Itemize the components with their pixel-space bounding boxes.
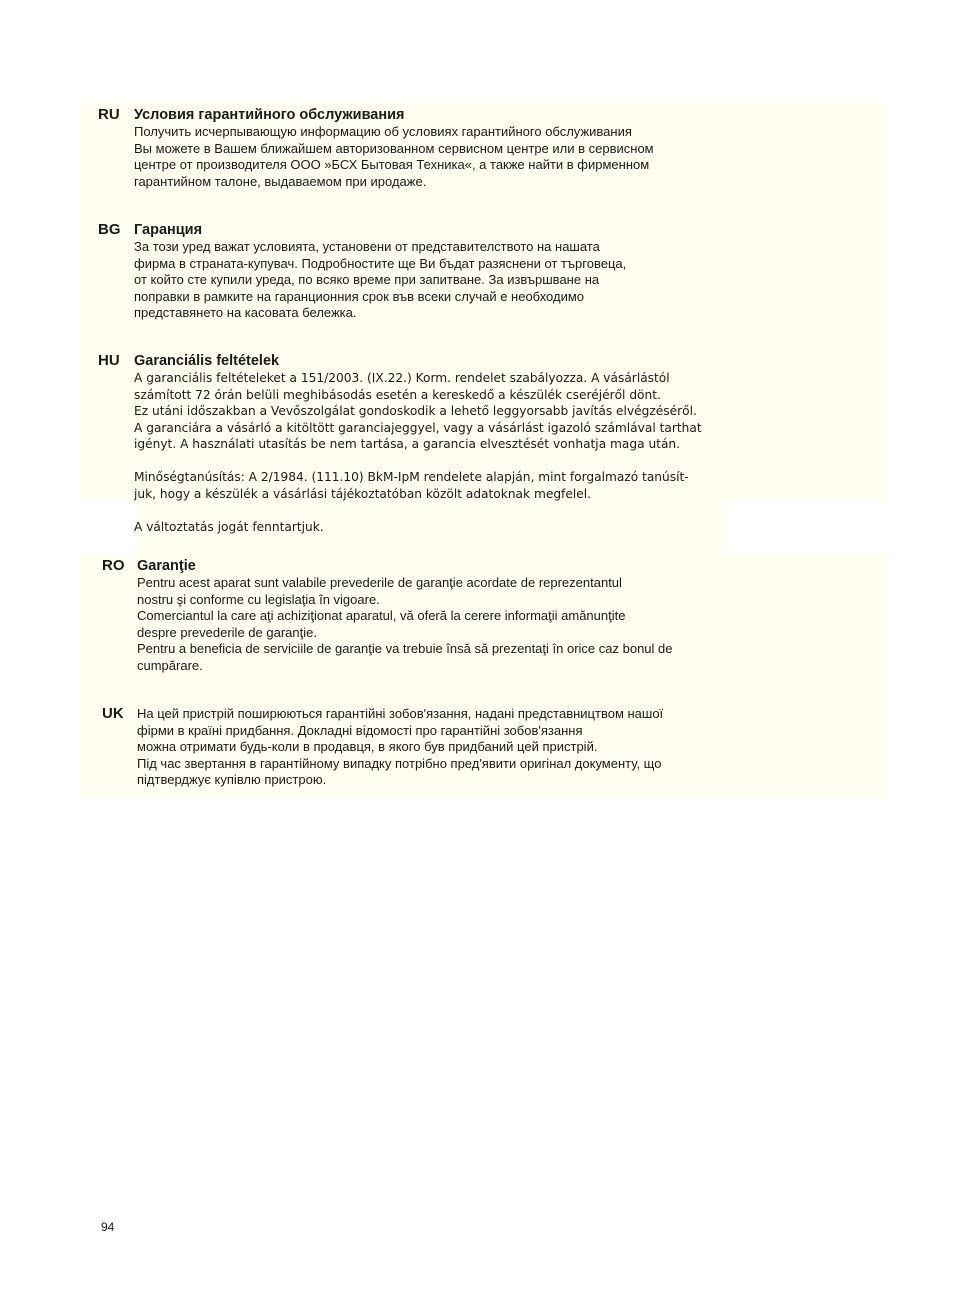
section-ru-line: гарантийном талоне, выдаваемом при иродаже. bbox=[134, 173, 427, 189]
section-ru-line: Получить исчерпывающую информацию об условиях гарантийного обслуживания bbox=[134, 124, 632, 139]
section-hu-line: A garanciális feltételeket a 151/2003. (IX.22.) Korm. rendelet szabályozza. A vásárlástól bbox=[134, 371, 670, 385]
section-ru-line: Вы можете в Вашем ближайшем авторизованном сервисном центре или в сервисном bbox=[134, 140, 654, 156]
section-hu-line: A változtatás jogát fenntartjuk. bbox=[134, 519, 324, 534]
section-hu-content bbox=[134, 352, 754, 535]
section-bg-line: За този уред важат условията, установени от представителството на нашата bbox=[134, 239, 600, 254]
section-uk-line: можна отримати будь-коли в продавця, в якого був придбаний цей пристрій. bbox=[137, 739, 598, 754]
section-hu-line: A garanciára a vásárló a kitöltött garanciajeggyel, vagy a vásárlást igazoló számlával tarthat bbox=[134, 420, 702, 435]
section-bg-line: от който сте купили уреда, по всяко време при запитване. За извършване на bbox=[134, 272, 600, 287]
language-code-ro: RO bbox=[102, 557, 125, 574]
section-hu-line: Minőségtanúsítás: A 2/1984. (111.10) BkM-IpM rendelete alapján, mint forgalmazó tanúsít- bbox=[134, 470, 689, 484]
section-uk-line: підтверджує купівлю пристрою. bbox=[137, 772, 327, 787]
section-hu-line: juk, hogy a készülék a vásárlási tájékoztatóban közölt adatoknak megfelel. bbox=[134, 486, 591, 501]
section-ru-title: Условия гарантийного обслуживания bbox=[134, 107, 405, 123]
section-hu-line: számított 72 órán belüli meghibásodás esetén a kereskedő a készülék cseréjéről dönt. bbox=[134, 387, 661, 402]
section-hu-line: Ez utáni időszakban a Vevőszolgálat gondoskodik a lehető leggyorsabb javítás elvégzéséről. bbox=[134, 404, 697, 418]
section-ro-line: Comerciantul la care aţi achiziţionat aparatul, vă oferă la cerere informaţii amănunţite bbox=[137, 608, 626, 623]
section-bg-line: представянето на касовата бележка. bbox=[134, 305, 357, 320]
language-code-bg: BG bbox=[98, 221, 121, 238]
section-bg-line: фирма в страната-купувач. Подробностите ще Ви бъдат разяснени от търговеца, bbox=[134, 255, 627, 271]
section-uk-line: фірми в країні придбання. Докладні відомості про гарантійні зобов'язання bbox=[137, 722, 583, 738]
section-uk-line: На цей пристрій поширюються гарантійні зобов'язання, надані представництвом нашої bbox=[137, 706, 664, 721]
section-ru-content bbox=[134, 106, 754, 190]
section-ro-title: Garanţie bbox=[137, 558, 196, 574]
section-ro-content bbox=[137, 557, 757, 674]
section-ro-line: cumpărare. bbox=[137, 657, 203, 673]
section-bg-content bbox=[134, 221, 754, 322]
section-hu-line: igényt. A használati utasítás be nem tartása, a garancia elvesztését vonhatja maga után. bbox=[134, 437, 681, 451]
section-bg-line: поправки в рамките на гаранционния срок във всеки случай е необходимо bbox=[134, 288, 585, 304]
paragraph-gap bbox=[134, 502, 754, 519]
page-number: 94 bbox=[101, 1220, 115, 1234]
section-bg-title: Гаранция bbox=[134, 222, 203, 238]
language-code-hu: HU bbox=[98, 352, 120, 369]
section-ro-line: Pentru a beneficia de serviciile de garanţie va trebuie însă să prezentaţi în orice caz bonul de bbox=[137, 641, 673, 656]
section-uk-line: Під час звертання в гарантійному випадку потрібно пред'явити оригінал документу, що bbox=[137, 755, 662, 771]
language-code-uk: UK bbox=[102, 705, 124, 722]
section-hu-title: Garanciális feltételek bbox=[134, 353, 280, 369]
language-code-ru: RU bbox=[98, 106, 120, 123]
section-ro-line: Pentru acest aparat sunt valabile prevederile de garanţie acordate de reprezentantul bbox=[137, 575, 622, 590]
paragraph-gap bbox=[134, 453, 754, 470]
section-ro-line: nostru şi conforme cu legislaţia în vigoare. bbox=[137, 591, 380, 607]
section-uk-content bbox=[137, 706, 757, 789]
section-ro-line: despre prevederile de garanţie. bbox=[137, 624, 317, 640]
section-ru-line: центре от производителя ООО »БСХ Бытовая Техника«, а также найти в фирменном bbox=[134, 157, 650, 172]
